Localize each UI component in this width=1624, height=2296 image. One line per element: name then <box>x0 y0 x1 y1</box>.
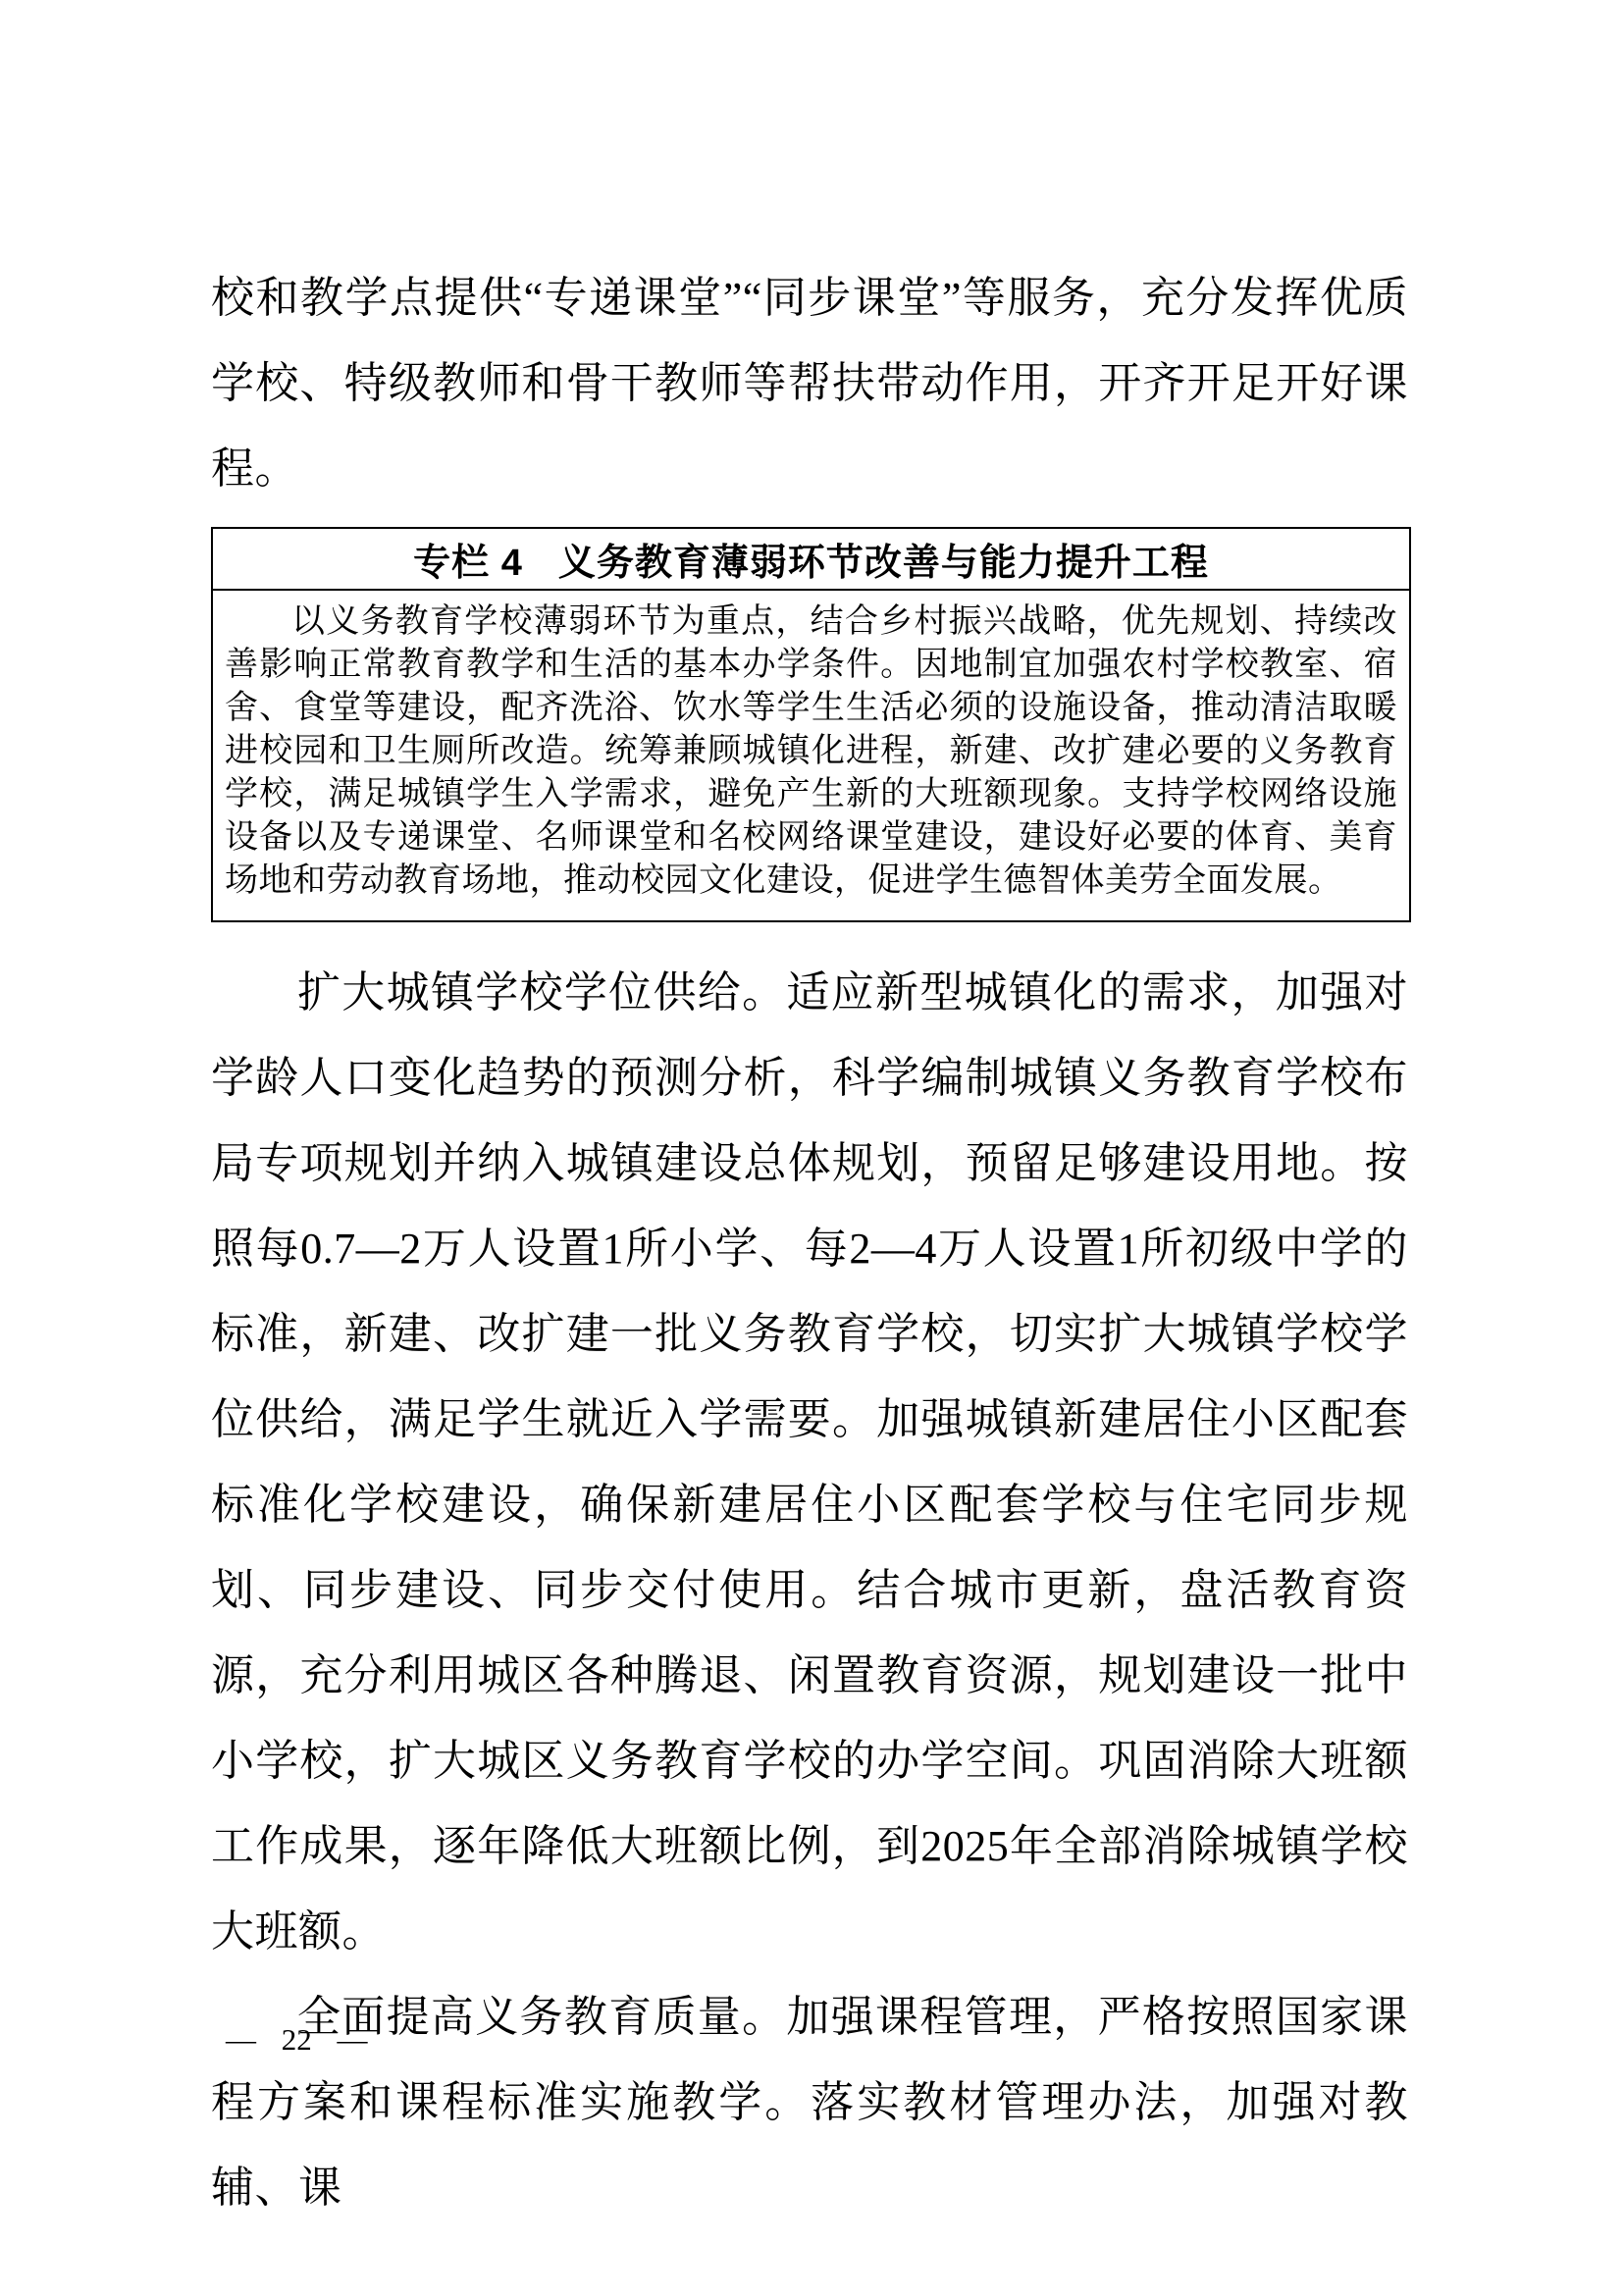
callout-box-header <box>213 529 1409 591</box>
paragraph-education-quality: 全面提高义务教育质量。加强课程管理，严格按照国家课程方案和课程标准实施教学。落实教材管理办法，加强对教辅、课 <box>211 1993 1408 2212</box>
paragraph-continued-from-previous-page: 校和教学点提供“专递课堂”“同步课堂”等服务，充分发挥优质学校、特级教师和骨干教师等帮扶带动作用，开齐开足开好课程。 <box>211 274 1408 493</box>
footer-page-number: — 22 — <box>226 2022 368 2057</box>
callout-box-title: 义务教育薄弱环节改善与能力提升工程 <box>557 543 1209 584</box>
paragraph-urban-school-capacity: 扩大城镇学校学位供给。适应新型城镇化的需求，加强对学龄人口变化趋势的预测分析，科学编制城镇义务教育学校布局专项规划并纳入城镇建设总体规划，预留足够建设用地。按照每0.7—2万人设置1所小学、每2—4万人设置1所初级中学的标准，新建、改扩建一批义务教育学校，切实扩大城镇学校学位供给，满足学生就近入学需要。加强城镇新建居住小区配套标准化学校建设，确保新建居住小区配套学校与住宅同步规划、同步建设、同步交付使用。结合城市更新，盘活教育资源，充分利用城区各种腾退、闲置教育资源，规划建设一批中小学校，扩大城区义务教育学校的办学空间。巩固消除大班额工作成果，逐年降低大班额比例，到2025年全部消除城镇学校大班额。 <box>211 968 1408 1956</box>
callout-box-column-4 <box>211 527 1411 922</box>
callout-box-body: 以义务教育学校薄弱环节为重点，结合乡村振兴战略，优先规划、持续改善影响正常教育教学和生活的基本办学条件。因地制宜加强农村学校教室、宿舍、食堂等建设，配齐洗浴、饮水等学生生活必须的设施设备，推动清洁取暖进校园和卫生厕所改造。统筹兼顾城镇化进程，新建、改扩建必要的义务教育学校，满足城镇学生入学需求，避免产生新的大班额现象。支持学校网络设施设备以及专递课堂、名师课堂和名校网络课堂建设，建设好必要的体育、美育场地和劳动教育场地，推动校园文化建设，促进学生德智体美劳全面发展。 <box>225 603 1397 899</box>
callout-box-label: 专栏 4 <box>413 543 523 584</box>
document-body <box>211 255 1408 2230</box>
